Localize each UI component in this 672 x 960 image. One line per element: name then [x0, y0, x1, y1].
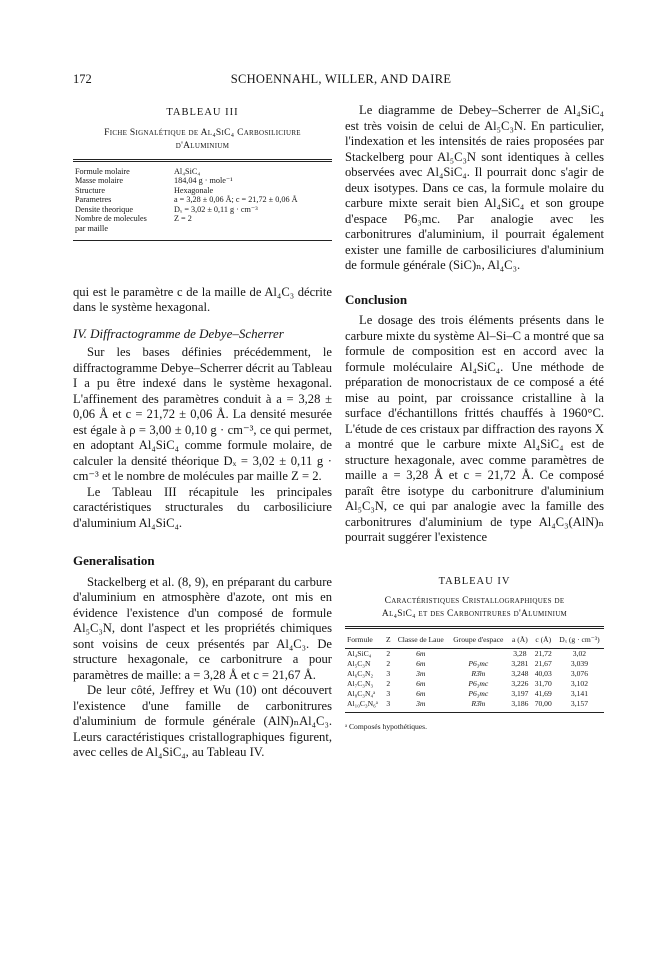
section-heading-generalisation: Generalisation — [73, 553, 155, 569]
table-3-row — [73, 214, 332, 224]
table-4-cell: 2 — [386, 649, 391, 658]
table-4-column-header: Groupe d'espace — [453, 635, 504, 644]
table-4-row — [345, 679, 604, 689]
table-4-cell: P6₃mc — [468, 659, 489, 668]
table-3-value: Dₓ = 3,02 ± 0,11 g · cm⁻³ — [174, 204, 258, 214]
table-4-caption-line1: Caractéristiques Cristallographiques de — [384, 596, 565, 606]
table-4-top-rule — [345, 626, 604, 629]
table-3-value — [172, 224, 332, 234]
table-4-title: TABLEAU IV — [438, 575, 511, 587]
table-4-cell: 6m — [416, 659, 426, 668]
table-4-cell: 3,076 — [570, 669, 588, 678]
page-header — [73, 72, 609, 88]
table-4-cell: 3,02 — [572, 649, 587, 658]
table-4-cell: 21,67 — [534, 659, 552, 668]
table-4-cell: Al₅C₃N — [347, 659, 371, 668]
section-heading-conclusion: Conclusion — [345, 291, 408, 307]
table-4-cell: Al₇C₃N₃ — [347, 679, 374, 688]
table-4-cell: 3m — [416, 699, 426, 708]
table-4-row — [345, 659, 604, 669]
table-4-cell: 2 — [386, 679, 391, 688]
table-3-value: Hexagonale — [174, 185, 214, 195]
table-4-column-header: Classe de Laue — [397, 635, 444, 644]
table-3-caption — [73, 127, 332, 153]
table-4-cell: Al₄SiC₄ — [347, 649, 372, 658]
table-4-cell: 3 — [386, 689, 391, 698]
table-4-cell: 40,03 — [534, 669, 552, 678]
table-3-row — [73, 224, 332, 234]
table-4-cell — [448, 649, 508, 660]
table-4-row — [345, 669, 604, 679]
table-4-column-header: Dₓ (g · cm⁻³) — [559, 635, 600, 644]
table-3-row — [73, 167, 332, 177]
table-4-row — [345, 699, 604, 709]
table-3-row — [73, 186, 332, 196]
table-4-row — [345, 649, 604, 660]
table-4-cell: 70,00 — [534, 699, 552, 708]
table-4-cell: 3,157 — [570, 699, 588, 708]
table-3-value: Al₄SiC₄ — [174, 166, 201, 176]
table-3-row — [73, 205, 332, 215]
table-4-bottom-rule — [345, 712, 604, 713]
table-4-cell: P6₃mc — [468, 679, 489, 688]
table-4-column-header: Z — [385, 635, 391, 644]
table-4-header-row — [345, 633, 604, 649]
table-4-cell: 21,72 — [534, 649, 552, 658]
table-4-row — [345, 689, 604, 699]
table-4-cell: 31,70 — [534, 679, 552, 688]
right-paragraph-1: Le diagramme de Debey–Scherrer de Al₄SiC₄ est très voisin de celui de Al₅C₃N. En particulier, l'indexation et les intensités de raies proposées par Stackelberg pour Al₅C₃N sont identiques à celles observées avec Al₄SiC₄. Il pourrait donc s'agir de deux isotypes. Dans ce cas, la formule molaire du carbure mixte serait bien Al₄SiC₄ et son groupe d'espace P6₃mc. Par analogie avec les carbonitrures d'aluminium, il pourrait également exister une famille de carbosiliciures d'aluminium de formule générale (SiC)ₙ, Al₄C₃. — [345, 103, 604, 272]
table-3-key: Nombre de molecules — [75, 214, 147, 224]
table-3-value: a = 3,28 ± 0,06 Å; c = 21,72 ± 0,06 Å — [174, 195, 298, 205]
table-4-cell: Al₁₀C₃N₆ᵃ — [347, 699, 378, 708]
table-4-cell: 41,69 — [534, 689, 552, 698]
table-3-key: par maille — [75, 224, 108, 234]
table-3-key: Parametres — [75, 195, 112, 205]
table-3-key: Formule molaire — [75, 166, 130, 176]
table-4-cell: 2 — [386, 659, 391, 668]
table-3-title: TABLEAU III — [166, 107, 239, 118]
table-4-cell: P6₃mc — [468, 689, 489, 698]
page-number: 172 — [73, 72, 92, 86]
table-4-cell: 3,102 — [570, 679, 588, 688]
running-head: SCHOENNAHL, WILLER, AND DAIRE — [230, 72, 452, 86]
table-4-cell: 3,248 — [511, 669, 529, 678]
table-4-cell: 3,039 — [570, 659, 588, 668]
table-4-cell: Al₆C₃N₂ — [347, 669, 374, 678]
table-4-caption-line2: Al₄SiC₄ et des Carbonitrures d'Aluminium — [381, 609, 568, 619]
left-paragraph-1: qui est le paramètre c de la maille de Al₄C₃ décrite dans le système hexagonal. — [73, 284, 332, 315]
left-paragraph-5: De leur côté, Jeffrey et Wu (10) ont découvert l'existence d'une famille de carbonitrures d'aluminium de formule générale (AlN)ₙAl₄C₃. Leurs caractéristiques cristallographiques figurent, avec celles de Al₄SiC₄, au Tableau IV. — [73, 683, 332, 760]
table-3-row — [73, 195, 332, 205]
table-4-column-header: Formule — [347, 635, 373, 644]
table-4-cell: 3,186 — [511, 699, 529, 708]
table-4 — [345, 574, 604, 735]
table-3-body — [73, 167, 332, 234]
table-3 — [73, 105, 332, 241]
left-paragraph-3: Le Tableau III récapitule les principales caractéristiques structurales du carbosiliciure d'aluminium Al₄SiC₄. — [73, 484, 332, 530]
left-paragraph-2: Sur les bases définies précédemment, le diffractogramme Debye–Scherrer décrit au Tableau I a pu être indexé dans le système hexagonal. L'affinement des paramètres conduit à a = 3,28 ± 0,06 Å et c = 21,72 ± 0,06 Å. La densité mesurée est égale à ρ = 3,00 ± 0,10 g · cm⁻³, ce qui permet, en adoptant Al₄SiC₄ comme formule molaire, de calculer la densité théorique Dₓ = 3,02 ± 0,11 g · cm⁻³ et le nombre de molécules par maille Z = 2. — [73, 345, 332, 484]
table-4-cell: 3,226 — [511, 679, 529, 688]
table-3-key: Structure — [75, 185, 106, 195]
table-3-caption-line2: d'Aluminium — [175, 140, 230, 151]
right-paragraph-2: Le dosage des trois éléments présents dans le carbure mixte du système Al–Si–C a montré que sa formule de composition est en accord avec la formule moléculaire Al₄SiC₄. Une méthode de préparation de monocristaux de ce composé a été mise au point, par croissance cristalline à la surface d'échantillons frittés chauffés à 1960°C. L'étude de ces cristaux par diffraction des rayons X a montré que le carbure mixte Al₄SiC₄ est de structure hexagonale, avec comme paramètres de maille a = 3,28 Å et c = 21,72 Å. Ce composé paraît être isotype du carbonitrure d'aluminium Al₅C₃N, ce qui par analogie avec la famille des carbonitrures d'aluminium de type Al₄C₃(AlN)ₙ pourrait suggérer l'existence — [345, 313, 604, 544]
table-4-caption — [345, 595, 604, 621]
section-heading-debye-scherrer: IV. Diffractogramme de Debye–Scherrer — [73, 325, 284, 341]
table-4-cell: 6m — [416, 649, 426, 658]
table-3-row — [73, 176, 332, 186]
table-3-value: Z = 2 — [174, 214, 192, 224]
table-4-body — [345, 633, 604, 709]
left-paragraph-4: Stackelberg et al. (8, 9), en préparant du carbure d'aluminium en atmosphère d'azote, ont mis en évidence l'existence d'un composé de formule Al₅C₃N, dont l'aspect et les propriétés chimiques sont voisins de ceux présentés par Al₄C₃. De structure hexagonale, ce carbonitrure a pour paramètres de maille: a = 3,28 Å et c = 21,67 Å. — [73, 574, 332, 682]
table-4-cell: 6m — [416, 679, 426, 688]
right-column — [345, 103, 604, 735]
table-3-key: Densite theorique — [75, 204, 133, 214]
table-3-value: 184,04 g · mole⁻¹ — [174, 176, 233, 186]
table-3-key: Masse molaire — [75, 176, 123, 186]
table-4-column-header: a (Å) — [511, 635, 528, 644]
table-4-cell: 3 — [386, 669, 391, 678]
table-4-cell: R3̄m — [471, 669, 486, 678]
table-4-column-header: c (Å) — [535, 635, 552, 644]
table-4-cell: R3̄m — [471, 699, 486, 708]
table-3-caption-line1: Fiche Signalétique de Al₄SiC₄ Carbosiliciure — [104, 127, 301, 138]
table-4-cell: 3,141 — [570, 689, 588, 698]
table-4-cell: 3m — [416, 669, 426, 678]
table-4-cell: Al₈C₃N₄ᵃ — [347, 689, 376, 698]
table-4-cell: 3,281 — [511, 659, 529, 668]
table-3-top-rule — [73, 159, 332, 162]
table-4-cell: 6m — [416, 689, 426, 698]
left-column — [73, 103, 332, 761]
table-4-cell: 3,197 — [511, 689, 529, 698]
table-4-footnote: ᵃ Composés hypothétiques. — [345, 722, 428, 731]
table-4-cell: 3 — [386, 699, 391, 708]
table-4-cell: 3,28 — [513, 649, 527, 658]
